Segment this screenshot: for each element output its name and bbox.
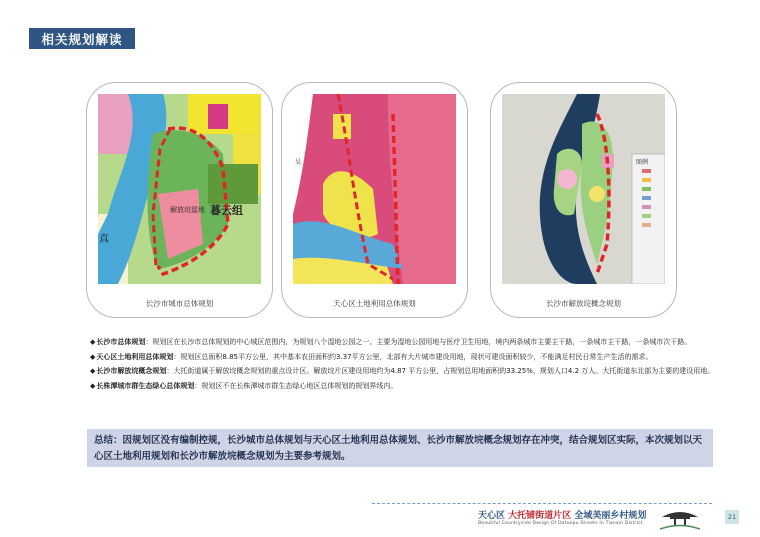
- district-label: 暮云组: [210, 204, 243, 217]
- note-item: [90, 350, 720, 365]
- concept-plan-map: [502, 94, 665, 284]
- note-text: ：大托街道属于解放垸概念规划的重点设计区。解放垸片区建设用地约为4.87 平方公里，占规划总用地面积的33.25%，规划人口4.2 万人。大托街道东北部为主要的建设用地。: [166, 367, 715, 375]
- map-card-concept-plan: [490, 82, 677, 318]
- edge-label: 真: [99, 234, 109, 245]
- note-text: ：规划区不在长株潭城市群生态绿心地区总体规划的规划界线内。: [194, 381, 398, 390]
- footer-divider: [372, 503, 712, 504]
- note-title: 天心区土地利用总体规划: [96, 352, 174, 361]
- diamond-bullet-icon: ◆: [90, 352, 96, 361]
- diamond-bullet-icon: ◆: [90, 338, 96, 346]
- wetland-label: 解放垸湿地: [170, 206, 205, 214]
- note-text: ：规划区在长沙市总体规划的中心城区范围内，为规划八个湿地公园之一。主要为湿地公园用地与医疗卫生用地，境内两条城市主要主干路，一条城市主干路，一条城市次干路。: [145, 338, 692, 346]
- note-title: 长沙市总体规划: [96, 338, 146, 346]
- diamond-bullet-icon: ◆: [90, 381, 96, 390]
- note-item: [90, 335, 720, 350]
- note-text: ：规划区总面积8.85平方公里，其中基本农田面积约3.37平方公里，北部有大片城市建设用地，现状可建设面积较少，不能满足村民日常生产生活的需求。: [173, 352, 653, 361]
- note-item: [90, 379, 720, 394]
- footer-subtitle: Beautiful Countryside Design Of Datuopu Streets In Tianxin District: [478, 521, 643, 526]
- note-title: 长株潭城市群生态绿心总体规划: [96, 381, 195, 390]
- legend-label: 图例: [636, 159, 649, 166]
- planning-notes: [90, 335, 720, 393]
- section-title-tab: 相关规划解读: [29, 28, 135, 49]
- map-caption: 长沙市城市总体规划: [145, 299, 214, 308]
- note-title: 长沙市解放垸概念规划: [96, 367, 167, 375]
- pavilion-logo-icon: [660, 507, 700, 531]
- note-item: [90, 364, 720, 379]
- map-caption: 天心区土地利用总体规划: [333, 299, 416, 308]
- map-caption: 长沙市解放垸概念规划: [546, 299, 621, 308]
- map-card-city-master-plan: [86, 82, 273, 318]
- city-master-plan-map: [98, 94, 261, 284]
- footer-title: [478, 508, 646, 521]
- footer-title-plan: 全域美丽乡村规划: [574, 511, 647, 521]
- footer-title-district: 天心区: [478, 511, 506, 521]
- corner-label: 吴: [295, 159, 302, 166]
- summary-box: 总结：因规划区没有编制控规，长沙城市总体规划与天心区土地利用总体规划、长沙市解放垸概念规划存在冲突，结合规划区实际，本次规划以天心区土地利用规划和长沙市解放垸概念规划为主要参考规划。: [87, 429, 713, 467]
- diamond-bullet-icon: ◆: [90, 367, 96, 375]
- map-card-land-use-plan: [281, 82, 468, 318]
- footer-title-area: 大托铺街道片区: [508, 511, 572, 521]
- land-use-plan-map: [293, 94, 456, 284]
- page-number: 21: [725, 510, 739, 524]
